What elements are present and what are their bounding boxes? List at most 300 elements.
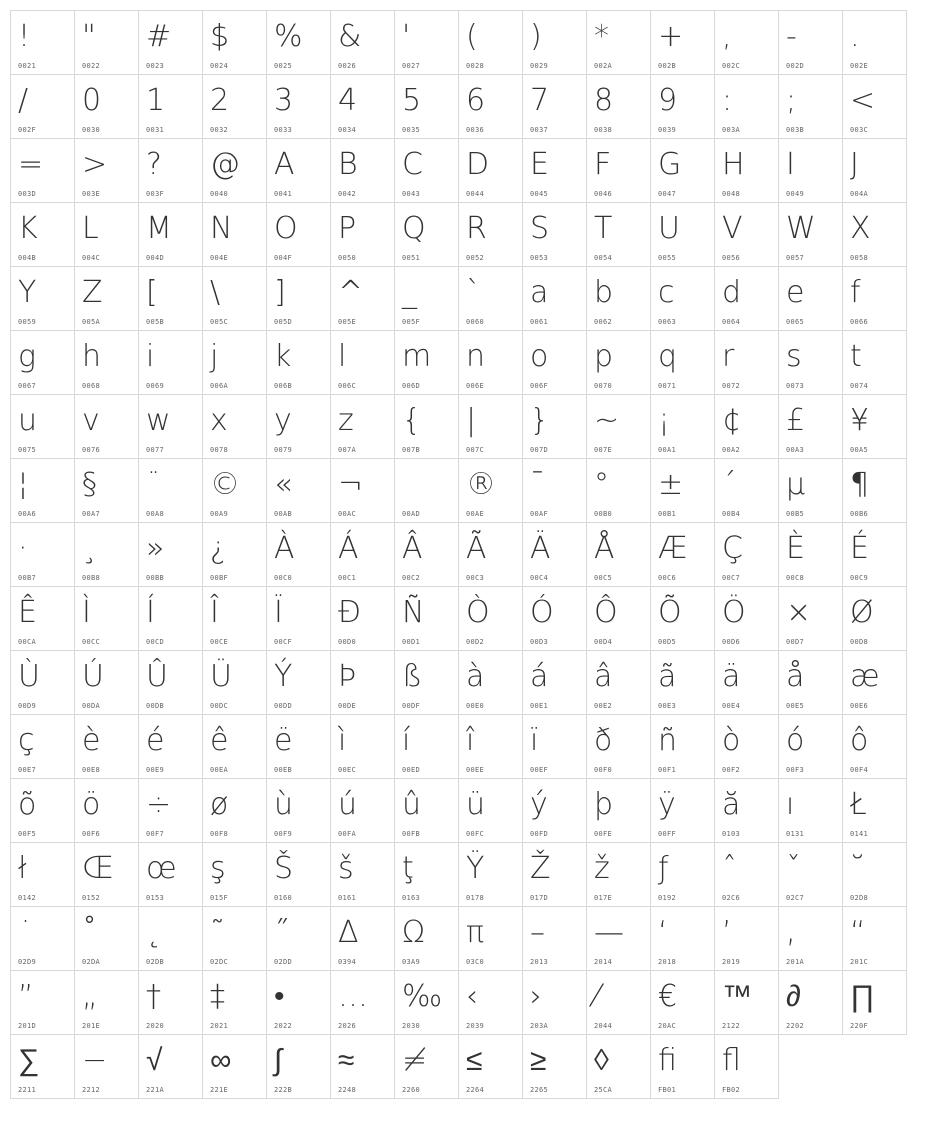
glyph-cell xyxy=(202,1034,267,1099)
glyph-codepoint: 0023 xyxy=(146,62,165,70)
glyph-cell xyxy=(586,906,651,971)
glyph-character: © xyxy=(210,467,240,502)
glyph-cell xyxy=(458,266,523,331)
glyph-cell xyxy=(650,650,715,715)
glyph-cell xyxy=(138,202,203,267)
glyph-character: ¢ xyxy=(722,403,742,438)
glyph-codepoint: 0061 xyxy=(530,318,549,326)
glyph-character: 4 xyxy=(338,83,358,118)
glyph-character: — xyxy=(594,915,624,950)
glyph-character: â xyxy=(594,659,613,694)
glyph-codepoint: 0076 xyxy=(82,446,101,454)
glyph-codepoint: 00AB xyxy=(274,510,293,518)
glyph-cell xyxy=(266,842,331,907)
glyph-cell xyxy=(714,970,779,1035)
glyph-cell xyxy=(714,266,779,331)
glyph-cell xyxy=(10,906,75,971)
glyph-codepoint: 0047 xyxy=(658,190,677,198)
glyph-cell xyxy=(778,586,843,651)
glyph-character: † xyxy=(146,979,161,1014)
glyph-character: á xyxy=(530,659,549,694)
glyph-codepoint: 0131 xyxy=(786,830,805,838)
glyph-codepoint: 00AE xyxy=(466,510,485,518)
glyph-codepoint: 00C9 xyxy=(850,574,869,582)
glyph-codepoint: 00CA xyxy=(18,638,37,646)
glyph-cell xyxy=(202,266,267,331)
glyph-cell xyxy=(330,650,395,715)
glyph-codepoint: 0152 xyxy=(82,894,101,902)
glyph-character: ƒ xyxy=(658,851,669,886)
glyph-codepoint: 00B4 xyxy=(722,510,741,518)
glyph-cell xyxy=(522,586,587,651)
glyph-cell xyxy=(522,522,587,587)
glyph-character: Z xyxy=(82,275,103,310)
glyph-character: - xyxy=(786,19,797,54)
glyph-codepoint: 00F6 xyxy=(82,830,101,838)
glyph-codepoint: 00FB xyxy=(402,830,421,838)
glyph-codepoint: 00E3 xyxy=(658,702,677,710)
glyph-codepoint: 2026 xyxy=(338,1022,357,1030)
glyph-codepoint: 005D xyxy=(274,318,293,326)
glyph-cell xyxy=(778,202,843,267)
glyph-character: ˙ xyxy=(18,915,33,950)
glyph-character: J xyxy=(850,147,859,182)
glyph-cell xyxy=(74,906,139,971)
glyph-character: É xyxy=(850,531,869,566)
glyph-codepoint: 006E xyxy=(466,382,485,390)
glyph-cell xyxy=(202,714,267,779)
glyph-cell xyxy=(74,458,139,523)
glyph-cell xyxy=(522,650,587,715)
glyph-cell xyxy=(714,650,779,715)
glyph-cell xyxy=(394,330,459,395)
glyph-codepoint: 0026 xyxy=(338,62,357,70)
glyph-character: ≠ xyxy=(402,1043,428,1078)
glyph-character: ” xyxy=(18,979,34,1014)
glyph-codepoint: 00A3 xyxy=(786,446,805,454)
glyph-codepoint: 0153 xyxy=(146,894,165,902)
glyph-character: ~ xyxy=(594,403,620,438)
glyph-cell xyxy=(714,202,779,267)
glyph-character: ˘ xyxy=(850,851,865,886)
glyph-codepoint: 00C8 xyxy=(786,574,805,582)
glyph-codepoint: 0074 xyxy=(850,382,869,390)
glyph-codepoint: 221E xyxy=(210,1086,229,1094)
glyph-character: 7 xyxy=(530,83,550,118)
glyph-character: Þ xyxy=(338,659,357,694)
glyph-codepoint: 004A xyxy=(850,190,869,198)
glyph-codepoint: 0057 xyxy=(786,254,805,262)
glyph-cell xyxy=(74,394,139,459)
glyph-codepoint: 0161 xyxy=(338,894,357,902)
glyph-cell xyxy=(778,330,843,395)
glyph-cell xyxy=(10,522,75,587)
glyph-codepoint: 0070 xyxy=(594,382,613,390)
glyph-character: | xyxy=(466,403,477,438)
glyph-cell xyxy=(778,266,843,331)
glyph-cell xyxy=(266,394,331,459)
glyph-codepoint: 0078 xyxy=(210,446,229,454)
glyph-cell xyxy=(714,1034,779,1099)
glyph-character: ï xyxy=(530,723,539,758)
glyph-character: ] xyxy=(274,275,286,310)
glyph-cell xyxy=(394,650,459,715)
glyph-cell xyxy=(10,586,75,651)
glyph-character: Δ xyxy=(338,915,359,950)
glyph-character: ÿ xyxy=(658,787,676,822)
glyph-codepoint: 220F xyxy=(850,1022,869,1030)
glyph-character: ţ xyxy=(402,851,414,886)
glyph-character: } xyxy=(530,403,550,438)
glyph-character: ž xyxy=(594,851,610,886)
glyph-cell xyxy=(778,714,843,779)
glyph-character: ) xyxy=(530,19,542,54)
glyph-character: ¡ xyxy=(658,403,671,438)
glyph-character: # xyxy=(146,19,172,54)
glyph-character: ş xyxy=(210,851,226,886)
glyph-cell xyxy=(778,778,843,843)
glyph-cell xyxy=(778,842,843,907)
glyph-character: d xyxy=(722,275,742,310)
glyph-codepoint: 00CD xyxy=(146,638,165,646)
glyph-codepoint: 0035 xyxy=(402,126,421,134)
glyph-codepoint: 007D xyxy=(530,446,549,454)
glyph-cell xyxy=(522,842,587,907)
glyph-codepoint: 00F8 xyxy=(210,830,229,838)
glyph-codepoint: 0051 xyxy=(402,254,421,262)
glyph-cell xyxy=(778,74,843,139)
glyph-cell xyxy=(842,266,907,331)
glyph-codepoint: 0030 xyxy=(82,126,101,134)
glyph-codepoint: 0048 xyxy=(722,190,741,198)
glyph-character: u xyxy=(18,403,38,438)
glyph-cell xyxy=(586,138,651,203)
glyph-character: Ž xyxy=(530,851,551,886)
glyph-codepoint: 0056 xyxy=(722,254,741,262)
glyph-codepoint: 00CC xyxy=(82,638,101,646)
glyph-codepoint: 00F7 xyxy=(146,830,165,838)
glyph-cell xyxy=(10,1034,75,1099)
glyph-character: g xyxy=(18,339,37,374)
glyph-character: ¸ xyxy=(82,531,97,566)
glyph-cell xyxy=(842,10,907,75)
glyph-codepoint: 2248 xyxy=(338,1086,357,1094)
glyph-cell xyxy=(458,394,523,459)
glyph-character: R xyxy=(466,211,487,246)
glyph-codepoint: 2044 xyxy=(594,1022,613,1030)
glyph-character: ≥ xyxy=(530,1043,547,1078)
glyph-character: f xyxy=(850,275,861,310)
glyph-cell xyxy=(10,714,75,779)
glyph-codepoint: 006A xyxy=(210,382,229,390)
glyph-codepoint: 00EC xyxy=(338,766,357,774)
glyph-cell xyxy=(714,458,779,523)
glyph-character: F xyxy=(594,147,612,182)
glyph-cell xyxy=(266,714,331,779)
glyph-codepoint: 0039 xyxy=(658,126,677,134)
glyph-character: À xyxy=(274,531,295,566)
glyph-character: p xyxy=(594,339,614,374)
glyph-character: H xyxy=(722,147,745,182)
glyph-codepoint: 201D xyxy=(18,1022,37,1030)
glyph-codepoint: 00C5 xyxy=(594,574,613,582)
glyph-character: √ xyxy=(146,1043,163,1078)
glyph-codepoint: 00E7 xyxy=(18,766,37,774)
glyph-cell xyxy=(650,266,715,331)
glyph-cell xyxy=(10,778,75,843)
glyph-codepoint: 0063 xyxy=(658,318,677,326)
glyph-character: é xyxy=(146,723,165,758)
glyph-codepoint: 0075 xyxy=(18,446,37,454)
glyph-cell xyxy=(202,138,267,203)
glyph-character: ( xyxy=(466,19,478,54)
glyph-codepoint: 0103 xyxy=(722,830,741,838)
glyph-character: Æ xyxy=(658,531,688,566)
glyph-codepoint: 0042 xyxy=(338,190,357,198)
glyph-codepoint: 0069 xyxy=(146,382,165,390)
glyph-character: ‹ xyxy=(466,979,478,1014)
glyph-cell xyxy=(202,458,267,523)
glyph-character: Å xyxy=(594,531,615,566)
glyph-cell xyxy=(842,330,907,395)
glyph-character: j xyxy=(210,339,219,374)
glyph-character: k xyxy=(274,339,292,374)
glyph-cell xyxy=(202,970,267,1035)
glyph-cell xyxy=(330,906,395,971)
glyph-character: $ xyxy=(210,19,230,54)
glyph-codepoint: 0038 xyxy=(594,126,613,134)
glyph-character: & xyxy=(338,19,362,54)
glyph-character: ‘ xyxy=(658,915,668,950)
glyph-character: „ xyxy=(82,979,98,1014)
glyph-character: ⁄ xyxy=(594,979,600,1014)
glyph-cell xyxy=(458,650,523,715)
glyph-cell xyxy=(586,458,651,523)
glyph-cell xyxy=(650,202,715,267)
glyph-codepoint: 00D2 xyxy=(466,638,485,646)
glyph-codepoint: 00A2 xyxy=(722,446,741,454)
glyph-cell xyxy=(394,906,459,971)
glyph-codepoint: 00DA xyxy=(82,702,101,710)
glyph-cell xyxy=(650,330,715,395)
glyph-codepoint: 005A xyxy=(82,318,101,326)
glyph-codepoint: 0068 xyxy=(82,382,101,390)
glyph-cell xyxy=(138,458,203,523)
glyph-cell xyxy=(586,266,651,331)
glyph-cell xyxy=(650,586,715,651)
glyph-codepoint: 0034 xyxy=(338,126,357,134)
glyph-cell xyxy=(10,202,75,267)
glyph-cell xyxy=(394,458,459,523)
glyph-character: ? xyxy=(146,147,162,182)
glyph-codepoint: 00E2 xyxy=(594,702,613,710)
glyph-character: q xyxy=(658,339,678,374)
glyph-character: È xyxy=(786,531,805,566)
glyph-codepoint: 005E xyxy=(338,318,357,326)
glyph-codepoint: 0024 xyxy=(210,62,229,70)
glyph-character: ’ xyxy=(722,915,732,950)
glyph-codepoint: 00AF xyxy=(530,510,549,518)
glyph-character: Ö xyxy=(722,595,746,630)
glyph-character: Ÿ xyxy=(466,851,485,886)
glyph-cell xyxy=(842,714,907,779)
glyph-codepoint: 02D9 xyxy=(18,958,37,966)
glyph-codepoint: 2039 xyxy=(466,1022,485,1030)
glyph-codepoint: 00FE xyxy=(594,830,613,838)
glyph-codepoint: 222B xyxy=(274,1086,293,1094)
glyph-character: ∏ xyxy=(850,979,875,1014)
glyph-cell xyxy=(714,138,779,203)
glyph-cell xyxy=(842,842,907,907)
glyph-cell xyxy=(330,458,395,523)
glyph-codepoint: 0060 xyxy=(466,318,485,326)
glyph-cell xyxy=(586,1034,651,1099)
glyph-codepoint: 00D0 xyxy=(338,638,357,646)
glyph-cell xyxy=(650,138,715,203)
glyph-codepoint: 0037 xyxy=(530,126,549,134)
glyph-cell xyxy=(74,714,139,779)
glyph-cell xyxy=(266,778,331,843)
glyph-codepoint: 0163 xyxy=(402,894,421,902)
glyph-character: M xyxy=(146,211,172,246)
glyph-cell xyxy=(330,138,395,203)
glyph-cell xyxy=(74,778,139,843)
glyph-character: G xyxy=(658,147,682,182)
glyph-character: 9 xyxy=(658,83,678,118)
glyph-cell xyxy=(458,586,523,651)
glyph-character: ÷ xyxy=(146,787,172,822)
glyph-character: . xyxy=(850,19,860,54)
glyph-character: ı xyxy=(786,787,795,822)
glyph-character: l xyxy=(338,339,347,374)
glyph-codepoint: 00C1 xyxy=(338,574,357,582)
glyph-character: ¬ xyxy=(338,467,364,502)
glyph-codepoint: 003F xyxy=(146,190,165,198)
glyph-codepoint: 0052 xyxy=(466,254,485,262)
glyph-character: * xyxy=(594,19,609,54)
glyph-character: × xyxy=(786,595,812,630)
glyph-cell xyxy=(202,74,267,139)
glyph-codepoint: 00B0 xyxy=(594,510,613,518)
glyph-codepoint: 00C2 xyxy=(402,574,421,582)
glyph-character: ◊ xyxy=(594,1043,609,1078)
glyph-character: m xyxy=(402,339,432,374)
glyph-cell xyxy=(778,970,843,1035)
glyph-cell xyxy=(586,10,651,75)
glyph-character: þ xyxy=(594,787,614,822)
glyph-codepoint: 00B8 xyxy=(82,574,101,582)
glyph-character: z xyxy=(338,403,354,438)
glyph-character: ê xyxy=(210,723,229,758)
glyph-codepoint: 005C xyxy=(210,318,229,326)
glyph-character: − xyxy=(82,1043,108,1078)
glyph-cell xyxy=(394,202,459,267)
glyph-character: ă xyxy=(722,787,741,822)
glyph-character: ≈ xyxy=(338,1043,355,1078)
glyph-character: N xyxy=(210,211,233,246)
glyph-character: D xyxy=(466,147,490,182)
glyph-cell xyxy=(778,394,843,459)
glyph-cell xyxy=(74,1034,139,1099)
glyph-cell xyxy=(10,970,75,1035)
glyph-character: A xyxy=(274,147,295,182)
glyph-character: ∂ xyxy=(786,979,801,1014)
glyph-character: ! xyxy=(18,19,31,54)
glyph-cell xyxy=(74,266,139,331)
glyph-cell xyxy=(266,586,331,651)
glyph-character: P xyxy=(338,211,357,246)
glyph-character: 0 xyxy=(82,83,102,118)
glyph-cell xyxy=(138,138,203,203)
glyph-character: Q xyxy=(402,211,426,246)
glyph-character: { xyxy=(402,403,422,438)
glyph-cell xyxy=(330,778,395,843)
glyph-character: ã xyxy=(658,659,677,694)
glyph-codepoint: 00C4 xyxy=(530,574,549,582)
glyph-cell xyxy=(138,10,203,75)
glyph-character: § xyxy=(82,467,97,502)
glyph-character: ò xyxy=(722,723,741,758)
glyph-cell xyxy=(458,202,523,267)
glyph-cell xyxy=(394,522,459,587)
glyph-character: + xyxy=(658,19,684,54)
glyph-character: í xyxy=(402,723,411,758)
glyph-codepoint: 00E6 xyxy=(850,702,869,710)
glyph-character: Ä xyxy=(530,531,551,566)
glyph-character: / xyxy=(18,83,29,118)
glyph-character: V xyxy=(722,211,743,246)
glyph-character: X xyxy=(850,211,871,246)
glyph-cell xyxy=(394,970,459,1035)
glyph-character: à xyxy=(466,659,485,694)
glyph-cell xyxy=(266,202,331,267)
glyph-cell xyxy=(458,522,523,587)
glyph-codepoint: 0141 xyxy=(850,830,869,838)
glyph-cell xyxy=(266,522,331,587)
glyph-character: … xyxy=(338,979,368,1014)
glyph-cell xyxy=(458,10,523,75)
glyph-character: B xyxy=(338,147,358,182)
glyph-codepoint: 2021 xyxy=(210,1022,229,1030)
glyph-cell xyxy=(778,138,843,203)
glyph-cell xyxy=(74,202,139,267)
glyph-codepoint: 00CE xyxy=(210,638,229,646)
glyph-cell xyxy=(650,522,715,587)
glyph-codepoint: 00D4 xyxy=(594,638,613,646)
glyph-cell xyxy=(74,970,139,1035)
glyph-cell xyxy=(330,266,395,331)
glyph-cell xyxy=(586,970,651,1035)
glyph-codepoint: 0041 xyxy=(274,190,293,198)
glyph-cell xyxy=(330,330,395,395)
glyph-cell xyxy=(74,74,139,139)
glyph-character: : xyxy=(722,83,733,118)
glyph-codepoint: 0160 xyxy=(274,894,293,902)
glyph-character: o xyxy=(530,339,549,374)
glyph-character: ^ xyxy=(338,275,364,310)
glyph-character: Ê xyxy=(18,595,37,630)
glyph-character: = xyxy=(18,147,44,182)
glyph-codepoint: 005B xyxy=(146,318,165,326)
glyph-cell xyxy=(330,394,395,459)
glyph-codepoint: 00E5 xyxy=(786,702,805,710)
glyph-character: î xyxy=(466,723,475,758)
glyph-cell xyxy=(138,906,203,971)
glyph-codepoint: 00B5 xyxy=(786,510,805,518)
glyph-cell xyxy=(650,906,715,971)
glyph-character: ° xyxy=(594,467,609,502)
glyph-cell xyxy=(138,842,203,907)
